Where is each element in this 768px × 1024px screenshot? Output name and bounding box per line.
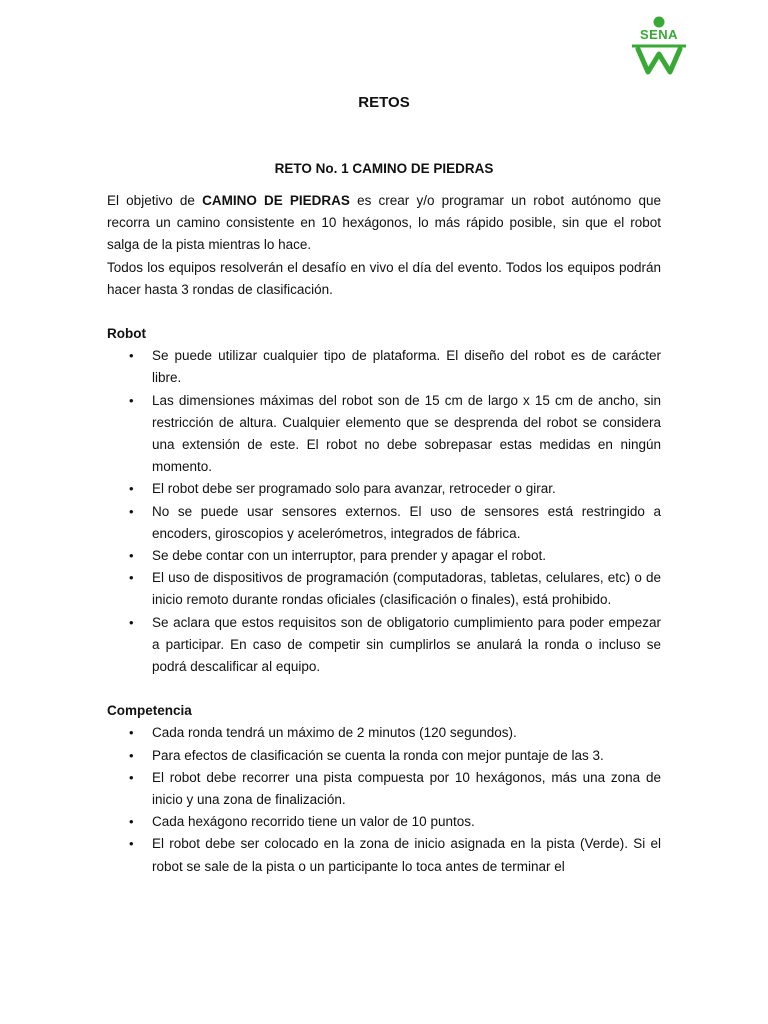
competencia-heading: Competencia	[107, 703, 192, 719]
list-item	[107, 345, 661, 389]
list-item	[107, 811, 661, 833]
bullet-icon: •	[129, 548, 134, 564]
list-item	[107, 545, 661, 567]
list-item-text: Las dimensiones máximas del robot son de 15 cm de largo x 15 cm de ancho, sin restricción de altura. Cualquier elemento que se desprenda del robot se considera una extensión de este. El robot no debe sobrepasar estas medidas en ningún momento.	[152, 392, 661, 475]
list-item-text: Cada hexágono recorrido tiene un valor de 10 puntos.	[152, 814, 475, 830]
list-item-text: El robot debe ser programado solo para avanzar, retroceder o girar.	[152, 481, 556, 497]
list-item	[107, 833, 661, 877]
list-item-text: El uso de dispositivos de programación (computadoras, tabletas, celulares, etc) o de inicio remoto durante rondas oficiales (clasificación o finales), está prohibido.	[152, 570, 661, 608]
intro-prefix: El objetivo de	[107, 193, 203, 208]
list-item-text: Se puede utilizar cualquier tipo de plataforma. El diseño del robot es de carácter libre.	[152, 348, 661, 386]
list-item	[107, 722, 661, 744]
list-item-text: Se aclara que estos requisitos son de obligatorio cumplimiento para poder empezar a participar. En caso de competir sin cumplirlos se anulará la ronda o incluso se podrá descalificar al equipo.	[152, 614, 661, 675]
section-title: RETO No. 1 CAMINO DE PIEDRAS	[274, 161, 494, 176]
list-item	[107, 390, 661, 479]
page-title: RETOS	[358, 94, 410, 111]
list-item-text: No se puede usar sensores externos. El uso de sensores está restringido a encoders, giroscopios y acelerómetros, integrados de fábrica.	[152, 503, 661, 541]
bullet-icon: •	[129, 725, 134, 741]
robot-heading: Robot	[107, 326, 146, 342]
bullet-icon: •	[129, 769, 134, 785]
document-body	[107, 190, 661, 878]
sena-logo-text: SENA	[639, 27, 679, 42]
bullet-icon: •	[129, 481, 134, 497]
bullet-icon: •	[129, 747, 134, 763]
bullet-icon: •	[129, 392, 134, 408]
bullet-icon: •	[129, 836, 134, 852]
competencia-rules-list	[107, 722, 661, 877]
list-item	[107, 767, 661, 811]
bullet-icon: •	[129, 614, 134, 630]
list-item-text: Se debe contar con un interruptor, para prender y apagar el robot.	[152, 548, 547, 564]
list-item-text: El robot debe ser colocado en la zona de inicio asignada en la pista (Verde). Si el robot se sale de la pista o un participante lo toca antes de terminar el	[152, 836, 661, 874]
intro-highlight: CAMINO DE PIEDRAS	[202, 193, 350, 208]
list-item	[107, 567, 661, 611]
list-item	[107, 501, 661, 545]
list-item	[107, 745, 661, 767]
list-item	[107, 612, 661, 679]
list-item-text: El robot debe recorrer una pista compuesta por 10 hexágonos, más una zona de inicio y una zona de finalización.	[152, 769, 661, 808]
bullet-icon: •	[129, 570, 134, 586]
list-item-text: Cada ronda tendrá un máximo de 2 minutos (120 segundos).	[152, 725, 517, 741]
intro-suffix: es crear y/o programar un robot autónomo que recorra un camino consistente en 10 hexágonos, lo más rápido posible, sin que el robot salga de la pista mientras lo hace.	[107, 193, 661, 253]
bullet-icon: •	[129, 348, 134, 364]
sena-logo	[626, 14, 692, 76]
robot-rules-list	[107, 345, 661, 678]
list-item-text: Para efectos de clasificación se cuenta la ronda con mejor puntaje de las 3.	[152, 747, 604, 763]
list-item	[107, 478, 661, 500]
bullet-icon: •	[129, 503, 134, 519]
bullet-icon: •	[129, 814, 134, 830]
intro-paragraph	[107, 190, 661, 257]
sena-logo-icon	[626, 14, 692, 76]
rounds-paragraph: Todos los equipos resolverán el desafío en vivo el día del evento. Todos los equipos podrán hacer hasta 3 rondas de clasificación.	[107, 259, 661, 297]
